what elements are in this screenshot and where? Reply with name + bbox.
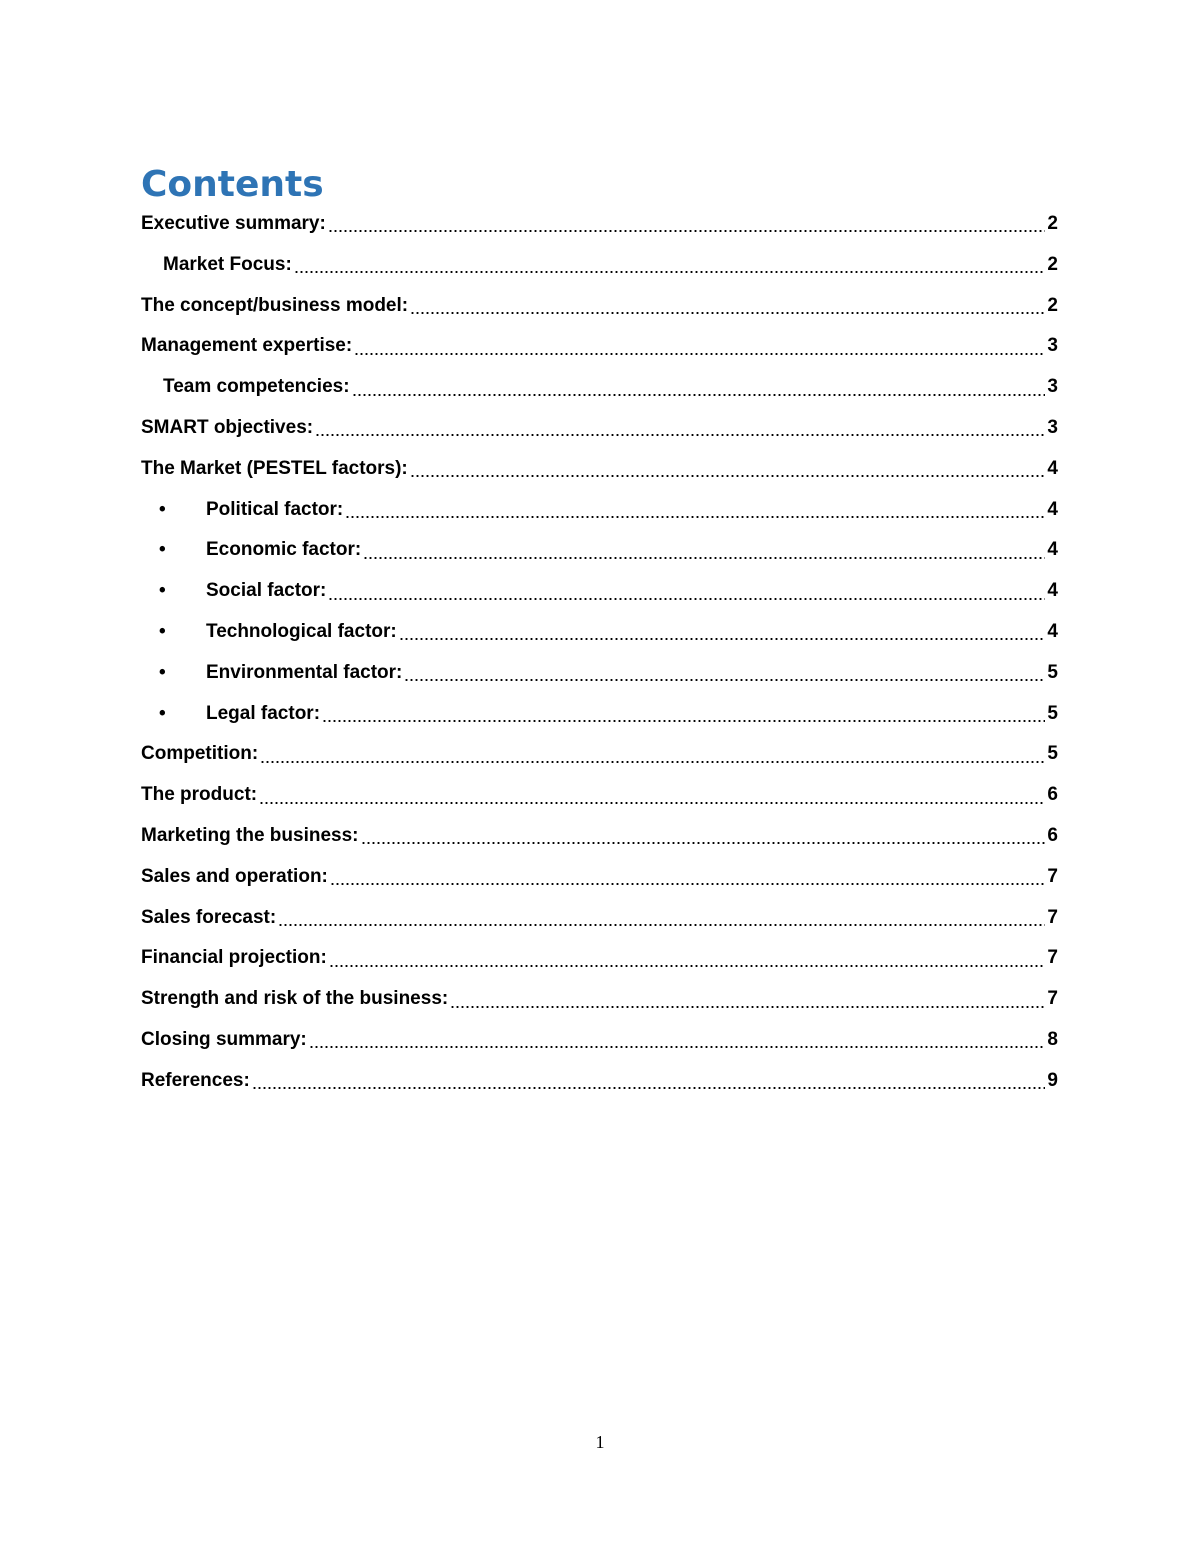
dot-leader bbox=[328, 229, 1046, 233]
toc-entry[interactable] bbox=[141, 571, 1058, 612]
toc-entry[interactable] bbox=[141, 1061, 1058, 1102]
dot-leader bbox=[330, 882, 1046, 886]
bullet-icon: • bbox=[159, 702, 166, 724]
dot-leader bbox=[410, 311, 1045, 315]
toc-entry-page-number: 4 bbox=[1047, 457, 1058, 479]
toc-entry[interactable] bbox=[141, 612, 1058, 653]
toc-entry-page-number: 3 bbox=[1047, 376, 1058, 398]
toc-entry[interactable] bbox=[141, 816, 1058, 857]
dot-leader bbox=[278, 923, 1045, 927]
dot-leader bbox=[329, 964, 1046, 968]
toc-entry[interactable] bbox=[141, 734, 1058, 775]
toc-entry[interactable] bbox=[141, 326, 1058, 367]
bullet-icon: • bbox=[159, 620, 166, 642]
toc-title: Contents bbox=[141, 164, 324, 205]
dot-leader bbox=[259, 801, 1045, 805]
toc-entry-label: Market Focus: bbox=[163, 253, 292, 275]
toc-entry-label: References: bbox=[141, 1069, 250, 1091]
toc-entry-label: Closing summary: bbox=[141, 1028, 307, 1050]
dot-leader bbox=[294, 270, 1046, 274]
dot-leader bbox=[354, 352, 1045, 356]
toc-entry[interactable] bbox=[141, 286, 1058, 327]
toc-entry-page-number: 9 bbox=[1047, 1069, 1058, 1091]
dot-leader bbox=[410, 474, 1046, 478]
toc-entry-label: Social factor: bbox=[206, 580, 327, 602]
toc-entry-label: Competition: bbox=[141, 743, 259, 765]
bullet-icon: • bbox=[159, 661, 166, 683]
toc-entry-page-number: 8 bbox=[1047, 1028, 1058, 1050]
page-number-footer: 1 bbox=[595, 1432, 605, 1452]
toc-entry-label: Team competencies: bbox=[163, 376, 350, 398]
bullet-icon: • bbox=[159, 498, 166, 520]
toc-entry-page-number: 5 bbox=[1047, 661, 1058, 683]
toc-entry-label: Marketing the business: bbox=[141, 824, 359, 846]
toc-entry-page-number: 7 bbox=[1047, 865, 1058, 887]
toc-entry-page-number: 2 bbox=[1047, 253, 1058, 275]
dot-leader bbox=[352, 393, 1046, 397]
dot-leader bbox=[315, 433, 1045, 437]
toc-entry-page-number: 5 bbox=[1047, 702, 1058, 724]
toc-entry[interactable] bbox=[141, 775, 1058, 816]
toc-entry[interactable] bbox=[141, 408, 1058, 449]
toc-entry-label: Financial projection: bbox=[141, 947, 327, 969]
toc-entry-label: Technological factor: bbox=[206, 620, 397, 642]
toc-entry-label: Sales forecast: bbox=[141, 906, 277, 928]
toc-entry-label: Economic factor: bbox=[206, 539, 362, 561]
toc-entry-page-number: 3 bbox=[1047, 416, 1058, 438]
toc-entry-label: The Market (PESTEL factors): bbox=[141, 457, 408, 479]
toc-entry[interactable] bbox=[141, 653, 1058, 694]
bullet-icon: • bbox=[159, 580, 166, 602]
dot-leader bbox=[361, 841, 1046, 845]
toc-entry-page-number: 7 bbox=[1047, 906, 1058, 928]
toc-entry-page-number: 3 bbox=[1047, 335, 1058, 357]
toc-entry-label: The concept/business model: bbox=[141, 294, 409, 316]
toc-entry[interactable] bbox=[141, 694, 1058, 735]
toc-entry-label: The product: bbox=[141, 784, 258, 806]
dot-leader bbox=[399, 637, 1046, 641]
toc-entry-label: SMART objectives: bbox=[141, 416, 314, 438]
toc-entry[interactable] bbox=[141, 938, 1058, 979]
toc-entry[interactable] bbox=[141, 857, 1058, 898]
table-of-contents bbox=[141, 204, 1058, 1102]
dot-leader bbox=[450, 1005, 1045, 1009]
dot-leader bbox=[328, 597, 1045, 601]
toc-entry-page-number: 4 bbox=[1047, 498, 1058, 520]
toc-entry-page-number: 4 bbox=[1047, 539, 1058, 561]
toc-entry-label: Sales and operation: bbox=[141, 865, 328, 887]
toc-entry[interactable] bbox=[141, 979, 1058, 1020]
toc-entry-page-number: 7 bbox=[1047, 988, 1058, 1010]
toc-entry[interactable] bbox=[141, 530, 1058, 571]
toc-entry-page-number: 6 bbox=[1047, 824, 1058, 846]
toc-entry-label: Political factor: bbox=[206, 498, 344, 520]
toc-entry-label: Strength and risk of the business: bbox=[141, 988, 449, 1010]
dot-leader bbox=[322, 719, 1045, 723]
toc-entry-label: Environmental factor: bbox=[206, 661, 403, 683]
toc-entry-label: Legal factor: bbox=[206, 702, 321, 724]
toc-entry[interactable] bbox=[141, 367, 1058, 408]
toc-entry-label: Executive summary: bbox=[141, 213, 326, 234]
toc-entry-page-number: 4 bbox=[1047, 620, 1058, 642]
toc-entry[interactable] bbox=[141, 204, 1058, 245]
toc-entry[interactable] bbox=[141, 245, 1058, 286]
toc-entry[interactable] bbox=[141, 490, 1058, 531]
dot-leader bbox=[309, 1045, 1046, 1049]
dot-leader bbox=[345, 515, 1045, 519]
dot-leader bbox=[252, 1086, 1046, 1090]
toc-entry[interactable] bbox=[141, 898, 1058, 939]
toc-entry-page-number: 6 bbox=[1047, 784, 1058, 806]
toc-entry-page-number: 2 bbox=[1047, 294, 1058, 316]
dot-leader bbox=[404, 678, 1045, 682]
toc-entry[interactable] bbox=[141, 1020, 1058, 1061]
toc-entry-page-number: 4 bbox=[1047, 580, 1058, 602]
toc-entry[interactable] bbox=[141, 449, 1058, 490]
dot-leader bbox=[363, 556, 1045, 560]
toc-entry-page-number: 2 bbox=[1047, 213, 1058, 234]
toc-entry-page-number: 5 bbox=[1047, 743, 1058, 765]
toc-entry-page-number: 7 bbox=[1047, 947, 1058, 969]
dot-leader bbox=[260, 760, 1045, 764]
toc-entry-label: Management expertise: bbox=[141, 335, 353, 357]
bullet-icon: • bbox=[159, 539, 166, 561]
